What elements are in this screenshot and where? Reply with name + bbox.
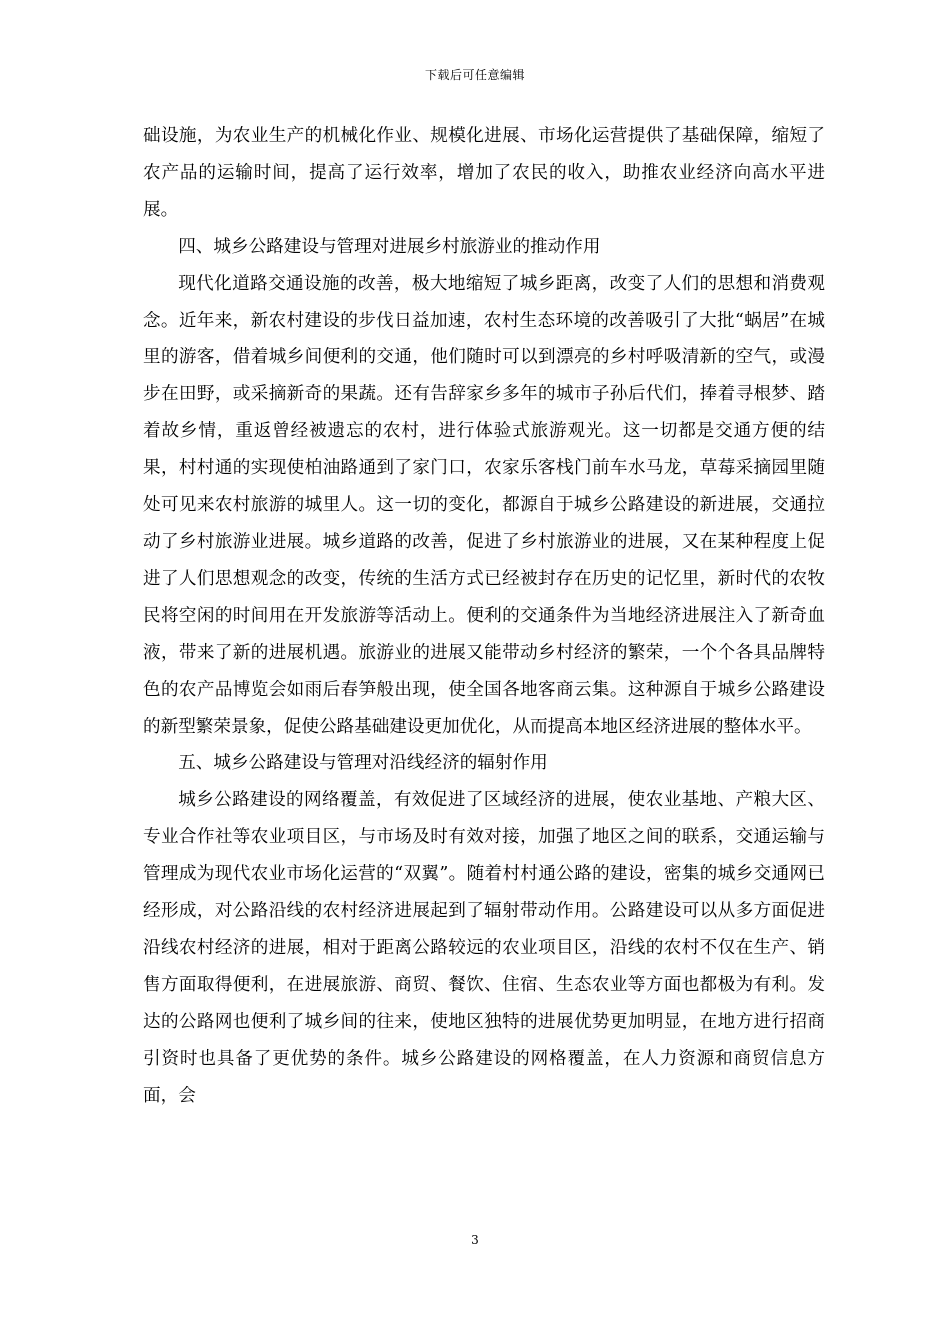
page-number: 3 <box>471 1233 479 1247</box>
paragraph-tourism: 现代化道路交通设施的改善，极大地缩短了城乡距离，改变了人们的思想和消费观念。近年来，新农村建设的步伐日益加速，农村生态环境的改善吸引了大批“蜗居”在城里的游客，借着城乡间便利的交通，他们随时可以到漂亮的乡村呼吸清新的空气，或漫步在田野，或采摘新奇的果蔬。还有告辞家乡多年的城市子孙后代们，捧着寻根梦、踏着故乡情，重返曾经被遗忘的农村，进行体验式旅游观光。这一切都是交通方便的结果，村村通的实现使柏油路通到了家门口，农家乐客栈门前车水马龙，草莓采摘园里随处可见来农村旅游的城里人。这一切的变化，都源自于城乡公路建设的新进展，交通拉动了乡村旅游业进展。城乡道路的改善，促进了乡村旅游业的进展，又在某种程度上促进了人们思想观念的改变，传统的生活方式已经被封存在历史的记忆里，新时代的农牧民将空闲的时间用在开发旅游等活动上。便利的交通条件为当地经济进展注入了新奇血液，带来了新的进展机遇。旅游业的进展又能带动乡村经济的繁荣，一个个各具品牌特色的农产品博览会如雨后春笋般出现，使全国各地客商云集。这种源自于城乡公路建设的新型繁荣景象，促使公路基础建设更加优化，从而提高本地区经济进展的整体水平。 <box>143 273 825 737</box>
section-heading-4: 四、城乡公路建设与管理对进展乡村旅游业的推动作用 <box>178 236 601 257</box>
document-body <box>143 118 825 1114</box>
paragraph-radiation: 城乡公路建设的网络覆盖，有效促进了区域经济的进展，使农业基地、产粮大区、专业合作社等农业项目区，与市场及时有效对接，加强了地区之间的联系，交通运输与管理成为现代农业市场化运营的“双翼”。随着村村通公路的建设，密集的城乡交通网已经形成，对公路沿线的农村经济进展起到了辐射带动作用。公路建设可以从多方面促进沿线农村经济的进展，相对于距离公路较远的农业项目区，沿线的农村不仅在生产、销售方面取得便利，在进展旅游、商贸、餐饮、住宿、生态农业等方面也都极为有利。发达的公路网也便利了城乡间的往来，使地区独特的进展优势更加明显，在地方进行招商引资时也具备了更优势的条件。城乡公路建设的网格覆盖，在人力资源和商贸信息方面，会 <box>143 790 825 1106</box>
section-heading-5: 五、城乡公路建设与管理对沿线经济的辐射作用 <box>178 753 548 774</box>
page-header: 下载后可任意编辑 <box>424 68 525 82</box>
paragraph-continuation: 础设施，为农业生产的机械化作业、规模化进展、市场化运营提供了基础保障，缩短了农产品的运输时间，提高了运行效率，增加了农民的收入，助推农业经济向高水平进展。 <box>143 126 825 220</box>
